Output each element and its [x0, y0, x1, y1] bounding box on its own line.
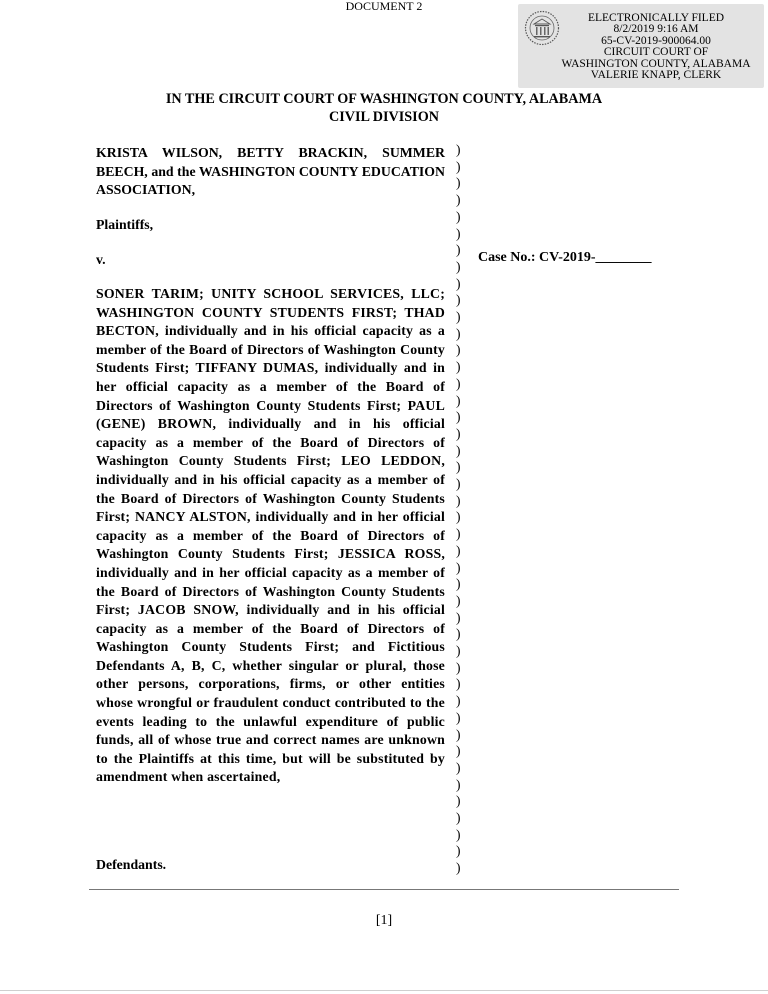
stamp-text: [538, 13, 768, 81]
caption-paren: ): [456, 175, 461, 191]
caption-paren: ): [456, 359, 461, 375]
caption-paren: ): [456, 659, 461, 675]
caption-paren: ): [456, 743, 461, 759]
caption-paren: ): [456, 325, 461, 341]
caption-paren: ): [456, 208, 461, 224]
caption-paren: ): [456, 576, 461, 592]
plaintiffs-names: KRISTA WILSON, BETTY BRACKIN, SUMMER BEECH, and the WASHINGTON COUNTY EDUCATION ASSOCIATION,: [96, 145, 445, 198]
caption-paren: ): [456, 492, 461, 508]
caption-paren: ): [456, 826, 461, 842]
defendants-names: SONER TARIM; UNITY SCHOOL SERVICES, LLC; WASHINGTON COUNTY STUDENTS FIRST; THAD BECTON, individually and in his official capacity as a member of the Board of Directors of Washington County Students First; TIFFANY DUMAS, individually and in her official capacity as a member of the Board of Directors of Washington County Students First; PAUL (GENE) BROWN, individually and in his official capacity as a member of the Board of Directors of Washington County Students First; LEO LEDDON, individually and in his official capacity as a member of the Board of Directors of Washington County Students First; NANCY ALSTON, individually and in her official capacity as a member of the Board of Directors of Washington County Students First; JESSICA ROSS, individually and in her official capacity as a member of the Board of Directors of Washington County Students First; JACOB SNOW, individually and in his official capacity as a member of the Board of Directors of Washington County Students First; and Fictitious Defendants A, B, C, whether singular or plural, those other persons, corporations, firms, or other entities whose wrongful or fraudulent conduct contributed to the events leading to the unlawful expenditure of public funds, all of whose true and correct names are unknown to the Plaintiffs at this time, but will be substituted by amendment when ascertained,: [96, 286, 445, 785]
caption-paren: ): [456, 626, 461, 642]
caption-paren: ): [456, 643, 461, 658]
caption-paren: ): [456, 676, 461, 692]
caption-paren: ): [456, 592, 461, 608]
versus-label: v.: [96, 252, 106, 267]
court-heading: [0, 90, 768, 126]
stamp-line-court: CIRCUIT COURT OF: [603, 46, 709, 59]
caption-paren: ): [456, 158, 461, 174]
plaintiffs-label: Plaintiffs,: [96, 217, 154, 232]
caption-paren: ): [456, 776, 461, 792]
caption-paren: ): [456, 542, 461, 558]
caption-paren: ): [456, 726, 461, 742]
caption-paren: ): [456, 258, 461, 274]
stamp-line-clerk: VALERIE KNAPP, CLERK: [590, 69, 722, 82]
page-bottom-edge: [0, 990, 768, 991]
caption-paren: ): [456, 275, 461, 291]
caption-paren: ): [456, 860, 461, 876]
caption-paren: ): [456, 559, 461, 575]
caption-paren: ): [456, 476, 461, 491]
stamp-line-case-id: 65-CV-2019-900064.00: [601, 34, 711, 47]
court-division: CIVIL DIVISION: [329, 109, 439, 125]
page-number: [1]: [375, 913, 393, 928]
case-number: Case No.: CV-2019-________: [478, 250, 652, 265]
caption-paren: ): [456, 759, 461, 775]
caption-paren: ): [456, 509, 461, 525]
caption-paren: ): [456, 309, 461, 324]
stamp-line-county: WASHINGTON COUNTY, ALABAMA: [561, 57, 751, 70]
caption-paren: ): [456, 709, 461, 725]
document-label: DOCUMENT 2: [345, 0, 423, 13]
electronic-filing-stamp: [518, 4, 764, 88]
caption-paren: ): [456, 392, 461, 408]
caption-paren: ): [456, 442, 461, 458]
caption-paren: ): [456, 793, 461, 809]
caption-paren: ): [456, 843, 461, 859]
defendants-label: Defendants.: [96, 857, 167, 872]
caption-paren: ): [456, 609, 461, 625]
caption-paren: ): [456, 142, 461, 157]
caption-paren: ): [456, 342, 461, 358]
caption-paren: ): [456, 425, 461, 441]
caption-paren: ): [456, 375, 461, 391]
caption-paren: ): [456, 693, 461, 709]
caption-paren: ): [456, 225, 461, 241]
caption-paren: ): [456, 459, 461, 475]
caption-paren: ): [456, 810, 461, 825]
stamp-line-filed: ELECTRONICALLY FILED: [587, 12, 725, 24]
caption-paren: ): [456, 292, 461, 308]
caption-paren: ): [456, 409, 461, 425]
caption-paren: ): [456, 242, 461, 258]
caption-paren: ): [456, 526, 461, 542]
caption-paren: ): [456, 192, 461, 208]
caption-divider: [89, 889, 679, 890]
stamp-line-datetime: 8/2/2019 9:16 AM: [613, 23, 699, 36]
court-name: IN THE CIRCUIT COURT OF WASHINGTON COUNTY, ALABAMA: [165, 91, 603, 107]
